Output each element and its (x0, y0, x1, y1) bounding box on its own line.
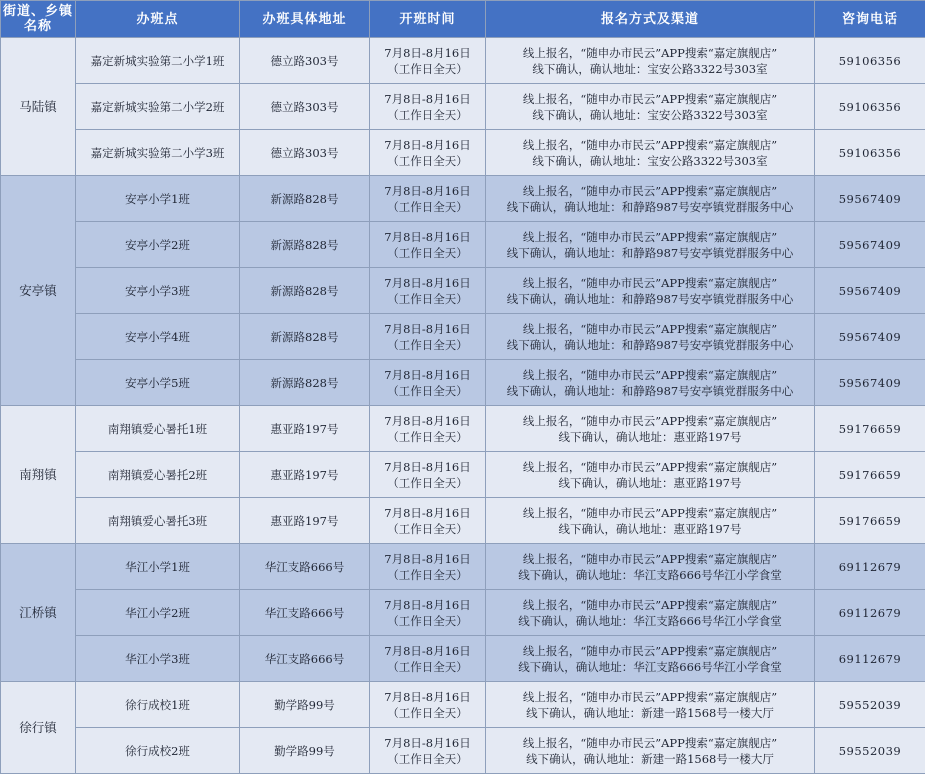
time-range: 7月8日-8月16日 (372, 367, 483, 383)
site-cell: 南翔镇爱心暑托1班 (76, 406, 240, 452)
address-cell: 德立路303号 (240, 38, 370, 84)
method-cell (486, 498, 815, 544)
time-range: 7月8日-8月16日 (372, 321, 483, 337)
table-row (1, 498, 925, 544)
time-note: （工作日全天） (372, 521, 483, 537)
method-online: 线上报名，“随申办市民云”APP搜索“嘉定旗舰店” (488, 91, 812, 107)
table-row (1, 636, 925, 682)
phone-cell: 59176659 (815, 452, 925, 498)
time-note: （工作日全天） (372, 61, 483, 77)
site-cell: 嘉定新城实验第二小学3班 (76, 130, 240, 176)
method-online: 线上报名，“随申办市民云”APP搜索“嘉定旗舰店” (488, 137, 812, 153)
site-cell: 安亭小学4班 (76, 314, 240, 360)
method-offline: 线下确认，确认地址：宝安公路3322号303室 (488, 61, 812, 77)
method-offline: 线下确认，确认地址：宝安公路3322号303室 (488, 153, 812, 169)
method-cell (486, 84, 815, 130)
table-row (1, 268, 925, 314)
phone-cell: 59567409 (815, 222, 925, 268)
table-row (1, 590, 925, 636)
address-cell: 新源路828号 (240, 222, 370, 268)
method-online: 线上报名，“随申办市民云”APP搜索“嘉定旗舰店” (488, 413, 812, 429)
method-online: 线上报名，“随申办市民云”APP搜索“嘉定旗舰店” (488, 551, 812, 567)
phone-cell: 59552039 (815, 682, 925, 728)
method-cell (486, 682, 815, 728)
time-cell (370, 544, 486, 590)
address-cell: 华江支路666号 (240, 636, 370, 682)
method-offline: 线下确认，确认地址：华江支路666号华江小学食堂 (488, 613, 812, 629)
time-range: 7月8日-8月16日 (372, 413, 483, 429)
site-cell: 南翔镇爱心暑托3班 (76, 498, 240, 544)
time-note: （工作日全天） (372, 659, 483, 675)
time-note: （工作日全天） (372, 567, 483, 583)
table-row (1, 682, 925, 728)
time-cell (370, 452, 486, 498)
address-cell: 华江支路666号 (240, 544, 370, 590)
method-online: 线上报名，“随申办市民云”APP搜索“嘉定旗舰店” (488, 505, 812, 521)
method-cell (486, 544, 815, 590)
time-cell (370, 360, 486, 406)
table-header (1, 1, 925, 38)
address-cell: 新源路828号 (240, 314, 370, 360)
method-offline: 线下确认，确认地址：和静路987号安亭镇党群服务中心 (488, 383, 812, 399)
phone-cell: 69112679 (815, 590, 925, 636)
address-cell: 勤学路99号 (240, 728, 370, 774)
phone-cell: 59567409 (815, 268, 925, 314)
address-cell: 惠亚路197号 (240, 498, 370, 544)
phone-cell: 69112679 (815, 636, 925, 682)
time-cell (370, 38, 486, 84)
time-cell (370, 130, 486, 176)
time-range: 7月8日-8月16日 (372, 183, 483, 199)
header-row (1, 1, 925, 38)
header-town: 街道、乡镇名称 (1, 1, 76, 38)
time-range: 7月8日-8月16日 (372, 551, 483, 567)
time-cell (370, 222, 486, 268)
method-offline: 线下确认，确认地址：惠亚路197号 (488, 429, 812, 445)
site-cell: 华江小学3班 (76, 636, 240, 682)
phone-cell: 59176659 (815, 406, 925, 452)
phone-cell: 69112679 (815, 544, 925, 590)
time-range: 7月8日-8月16日 (372, 735, 483, 751)
method-offline: 线下确认，确认地址：惠亚路197号 (488, 521, 812, 537)
phone-cell: 59106356 (815, 84, 925, 130)
method-offline: 线下确认，确认地址：和静路987号安亭镇党群服务中心 (488, 199, 812, 215)
table-row (1, 38, 925, 84)
town-cell: 马陆镇 (1, 38, 76, 176)
method-offline: 线下确认，确认地址：和静路987号安亭镇党群服务中心 (488, 337, 812, 353)
site-cell: 嘉定新城实验第二小学1班 (76, 38, 240, 84)
time-note: （工作日全天） (372, 199, 483, 215)
site-cell: 安亭小学3班 (76, 268, 240, 314)
time-note: （工作日全天） (372, 751, 483, 767)
site-cell: 安亭小学1班 (76, 176, 240, 222)
method-online: 线上报名，“随申办市民云”APP搜索“嘉定旗舰店” (488, 275, 812, 291)
method-offline: 线下确认，确认地址：新建一路1568号一楼大厅 (488, 751, 812, 767)
method-online: 线上报名，“随申办市民云”APP搜索“嘉定旗舰店” (488, 45, 812, 61)
site-cell: 安亭小学2班 (76, 222, 240, 268)
address-cell: 华江支路666号 (240, 590, 370, 636)
time-note: （工作日全天） (372, 153, 483, 169)
address-cell: 惠亚路197号 (240, 406, 370, 452)
address-cell: 德立路303号 (240, 130, 370, 176)
time-note: （工作日全天） (372, 245, 483, 261)
table-row (1, 176, 925, 222)
address-cell: 新源路828号 (240, 268, 370, 314)
town-cell: 南翔镇 (1, 406, 76, 544)
phone-cell: 59567409 (815, 314, 925, 360)
method-offline: 线下确认，确认地址：惠亚路197号 (488, 475, 812, 491)
time-cell (370, 498, 486, 544)
method-online: 线上报名，“随申办市民云”APP搜索“嘉定旗舰店” (488, 597, 812, 613)
method-cell (486, 38, 815, 84)
site-cell: 华江小学1班 (76, 544, 240, 590)
site-cell: 嘉定新城实验第二小学2班 (76, 84, 240, 130)
site-cell: 徐行成校1班 (76, 682, 240, 728)
time-range: 7月8日-8月16日 (372, 229, 483, 245)
method-online: 线上报名，“随申办市民云”APP搜索“嘉定旗舰店” (488, 643, 812, 659)
table-row (1, 222, 925, 268)
phone-cell: 59176659 (815, 498, 925, 544)
time-range: 7月8日-8月16日 (372, 689, 483, 705)
method-cell (486, 452, 815, 498)
address-cell: 新源路828号 (240, 176, 370, 222)
time-note: （工作日全天） (372, 429, 483, 445)
method-cell (486, 636, 815, 682)
time-range: 7月8日-8月16日 (372, 505, 483, 521)
method-online: 线上报名，“随申办市民云”APP搜索“嘉定旗舰店” (488, 689, 812, 705)
method-cell (486, 360, 815, 406)
time-range: 7月8日-8月16日 (372, 643, 483, 659)
method-online: 线上报名，“随申办市民云”APP搜索“嘉定旗舰店” (488, 229, 812, 245)
time-range: 7月8日-8月16日 (372, 597, 483, 613)
method-cell (486, 130, 815, 176)
time-cell (370, 268, 486, 314)
time-cell (370, 176, 486, 222)
town-cell: 安亭镇 (1, 176, 76, 406)
site-cell: 南翔镇爱心暑托2班 (76, 452, 240, 498)
table-row (1, 452, 925, 498)
site-cell: 安亭小学5班 (76, 360, 240, 406)
time-note: （工作日全天） (372, 613, 483, 629)
time-cell (370, 590, 486, 636)
time-cell (370, 636, 486, 682)
time-range: 7月8日-8月16日 (372, 137, 483, 153)
address-cell: 新源路828号 (240, 360, 370, 406)
method-offline: 线下确认，确认地址：新建一路1568号一楼大厅 (488, 705, 812, 721)
address-cell: 勤学路99号 (240, 682, 370, 728)
method-cell (486, 590, 815, 636)
method-offline: 线下确认，确认地址：华江支路666号华江小学食堂 (488, 659, 812, 675)
method-offline: 线下确认，确认地址：宝安公路3322号303室 (488, 107, 812, 123)
address-cell: 惠亚路197号 (240, 452, 370, 498)
time-range: 7月8日-8月16日 (372, 91, 483, 107)
method-online: 线上报名，“随申办市民云”APP搜索“嘉定旗舰店” (488, 321, 812, 337)
method-offline: 线下确认，确认地址：华江支路666号华江小学食堂 (488, 567, 812, 583)
method-online: 线上报名，“随申办市民云”APP搜索“嘉定旗舰店” (488, 367, 812, 383)
header-phone: 咨询电话 (815, 1, 925, 38)
table-row (1, 130, 925, 176)
phone-cell: 59106356 (815, 38, 925, 84)
method-online: 线上报名，“随申办市民云”APP搜索“嘉定旗舰店” (488, 183, 812, 199)
header-address: 办班具体地址 (240, 1, 370, 38)
time-note: （工作日全天） (372, 337, 483, 353)
table-row (1, 314, 925, 360)
time-note: （工作日全天） (372, 383, 483, 399)
time-note: （工作日全天） (372, 107, 483, 123)
phone-cell: 59106356 (815, 130, 925, 176)
method-offline: 线下确认，确认地址：和静路987号安亭镇党群服务中心 (488, 245, 812, 261)
time-cell (370, 406, 486, 452)
site-cell: 华江小学2班 (76, 590, 240, 636)
time-note: （工作日全天） (372, 705, 483, 721)
phone-cell: 59552039 (815, 728, 925, 774)
town-cell: 徐行镇 (1, 682, 76, 774)
method-cell (486, 222, 815, 268)
time-note: （工作日全天） (372, 291, 483, 307)
table-row (1, 360, 925, 406)
time-cell (370, 682, 486, 728)
method-online: 线上报名，“随申办市民云”APP搜索“嘉定旗舰店” (488, 735, 812, 751)
method-offline: 线下确认，确认地址：和静路987号安亭镇党群服务中心 (488, 291, 812, 307)
table-row (1, 544, 925, 590)
method-cell (486, 406, 815, 452)
header-site: 办班点 (76, 1, 240, 38)
phone-cell: 59567409 (815, 360, 925, 406)
address-cell: 德立路303号 (240, 84, 370, 130)
header-method: 报名方式及渠道 (486, 1, 815, 38)
header-time: 开班时间 (370, 1, 486, 38)
time-range: 7月8日-8月16日 (372, 275, 483, 291)
town-cell: 江桥镇 (1, 544, 76, 682)
table-row (1, 406, 925, 452)
time-note: （工作日全天） (372, 475, 483, 491)
method-cell (486, 176, 815, 222)
method-cell (486, 268, 815, 314)
site-cell: 徐行成校2班 (76, 728, 240, 774)
method-online: 线上报名，“随申办市民云”APP搜索“嘉定旗舰店” (488, 459, 812, 475)
method-cell (486, 314, 815, 360)
table-body (1, 38, 925, 774)
phone-cell: 59567409 (815, 176, 925, 222)
time-range: 7月8日-8月16日 (372, 45, 483, 61)
time-cell (370, 314, 486, 360)
time-range: 7月8日-8月16日 (372, 459, 483, 475)
time-cell (370, 84, 486, 130)
table-row (1, 84, 925, 130)
